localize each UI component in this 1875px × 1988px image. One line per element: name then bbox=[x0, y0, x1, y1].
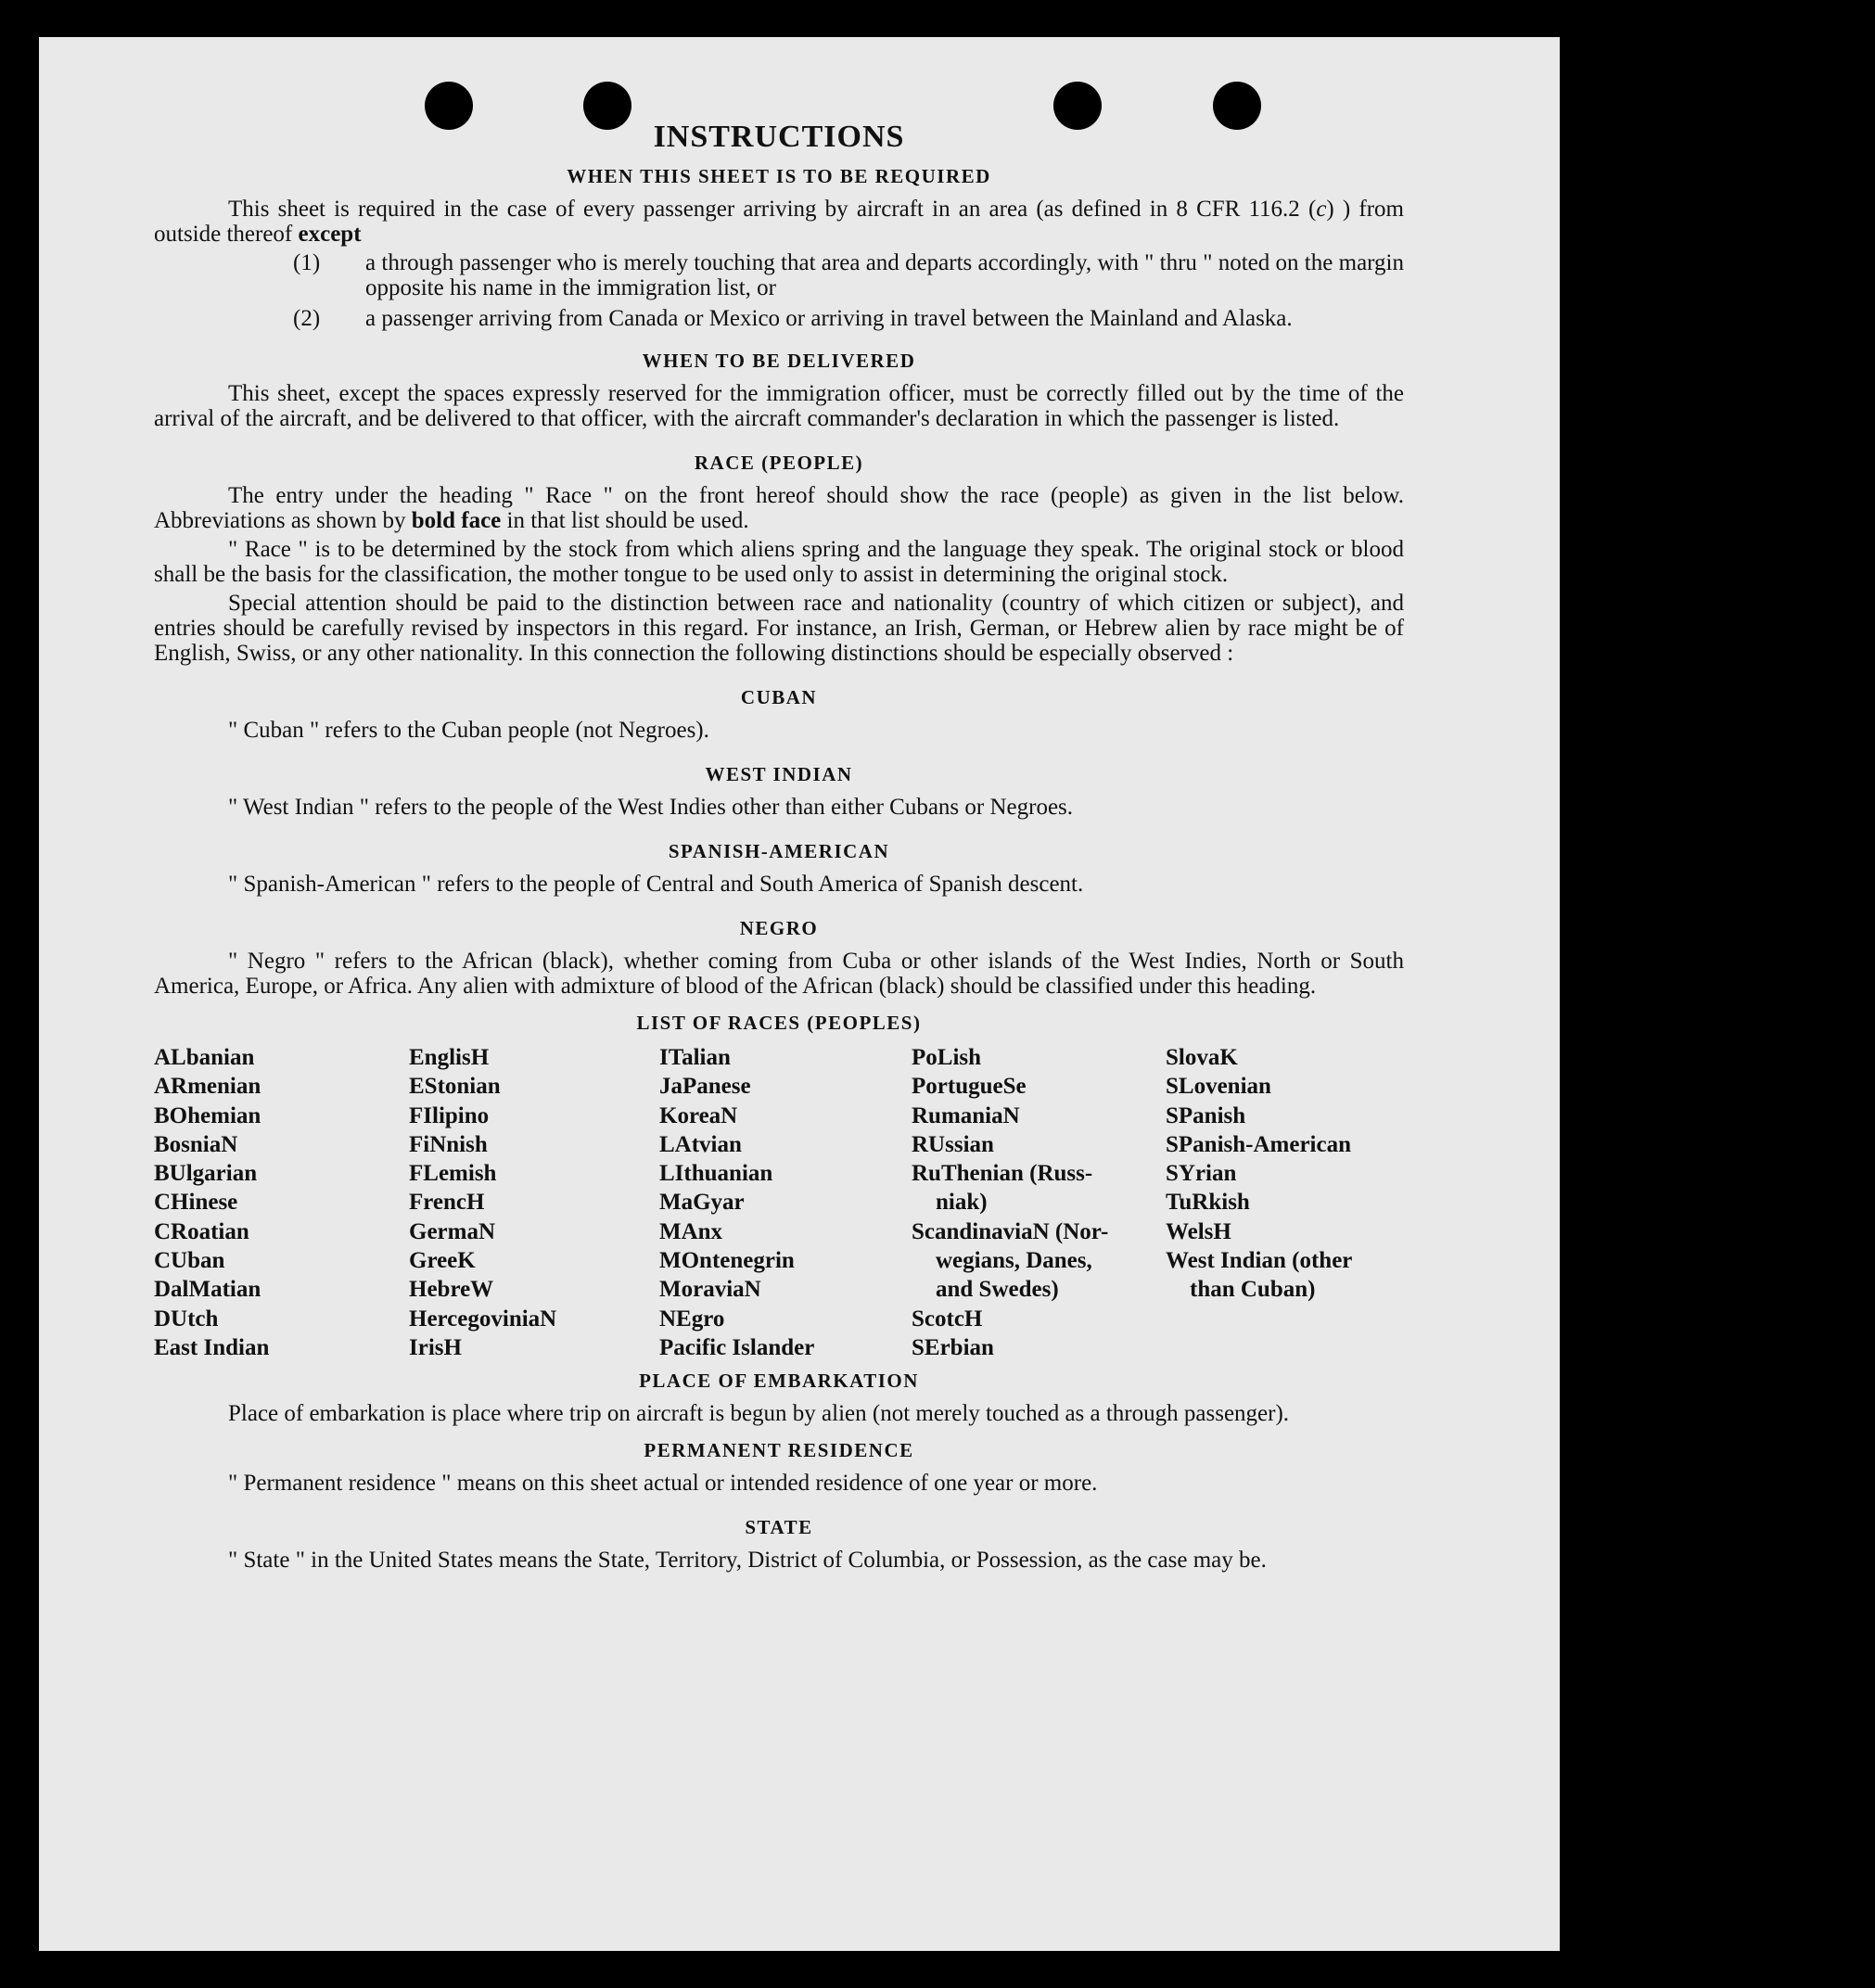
race-item: HebreW bbox=[409, 1277, 494, 1303]
race-item: RumaniaN bbox=[912, 1102, 1020, 1128]
race-paragraph-3: Special attention should be paid to the distinction between race and nationality (country of which citizen or subject), and entries should be carefully revised by inspectors in this regard. For instance, an Irish, German, or Hebrew alien by race might be of English, Swiss, or any other nationality. In this connection the following distinctions should be especially observed : bbox=[154, 591, 1404, 666]
race-item: SPanish-American bbox=[1166, 1131, 1351, 1157]
section-heading-place-of-embarkation: PLACE OF EMBARKATION bbox=[639, 1370, 919, 1393]
spanish-american-text: " Spanish-American " refers to the people of Central and South America of Spanish descent. bbox=[228, 872, 1084, 897]
race-item-continuation: and Swedes) bbox=[936, 1277, 1059, 1303]
section-heading-list-of-races: LIST OF RACES (PEOPLES) bbox=[636, 1012, 922, 1034]
race-item: SLovenian bbox=[1166, 1074, 1271, 1100]
race-item: SlovaK bbox=[1166, 1045, 1238, 1070]
race-item-continuation: niak) bbox=[936, 1190, 988, 1216]
race-item: SYrian bbox=[1166, 1161, 1237, 1187]
race-item: NEgro bbox=[659, 1306, 725, 1332]
race-item: FIlipino bbox=[409, 1102, 490, 1128]
race-item: GreeK bbox=[409, 1248, 476, 1274]
page-title: INSTRUCTIONS bbox=[653, 120, 905, 154]
race-item: CHinese bbox=[154, 1190, 238, 1216]
race-item: ScandinaviaN (Nor- bbox=[912, 1218, 1109, 1244]
race-item: CRoatian bbox=[154, 1218, 249, 1244]
race-item: MAnx bbox=[659, 1218, 723, 1244]
race-item: East Indian bbox=[154, 1334, 270, 1360]
race-item: West Indian (other bbox=[1166, 1248, 1353, 1274]
race-item-continuation: wegians, Danes, bbox=[936, 1248, 1092, 1274]
race-item: MOntenegrin bbox=[659, 1248, 795, 1274]
document-text bbox=[154, 121, 1404, 1573]
race-paragraph-2: " Race " is to be determined by the stock from which aliens spring and the language they speak. The original stock or blood shall be the basis for the classification, the mother tongue to be used only to assist in determining the original stock. bbox=[154, 537, 1404, 587]
race-item: CUban bbox=[154, 1248, 225, 1274]
race-item: MaGyar bbox=[659, 1190, 745, 1216]
race-item: RuThenian (Russ- bbox=[912, 1161, 1093, 1187]
race-item: BOhemian bbox=[154, 1102, 261, 1128]
race-item: Pacific Islander bbox=[659, 1334, 815, 1360]
section-heading-race: RACE (PEOPLE) bbox=[694, 452, 864, 474]
race-item: BosniaN bbox=[154, 1131, 238, 1157]
section-heading-state: STATE bbox=[745, 1516, 813, 1539]
section-heading-permanent-residence: PERMANENT RESIDENCE bbox=[644, 1439, 914, 1462]
race-item: PoLish bbox=[912, 1045, 982, 1070]
section-heading-when-required: WHEN THIS SHEET IS TO BE REQUIRED bbox=[567, 165, 991, 187]
race-paragraph-1: The entry under the heading " Race " on the front hereof should show the race (people) as given in the list below. Abbreviations as shown by bold face in that list should be used. bbox=[154, 483, 1404, 533]
race-item-continuation: than Cuban) bbox=[1190, 1277, 1316, 1303]
west-indian-text: " West Indian " refers to the people of the West Indies other than either Cubans or Negroes. bbox=[228, 795, 1074, 820]
race-item: LIthuanian bbox=[659, 1161, 773, 1187]
race-item: FLemish bbox=[409, 1161, 497, 1187]
race-item: IrisH bbox=[409, 1334, 462, 1360]
race-item: ARmenian bbox=[154, 1074, 261, 1100]
race-list-column bbox=[912, 1043, 1166, 1362]
section-heading-negro: NEGRO bbox=[739, 917, 819, 939]
race-item: PortugueSe bbox=[912, 1074, 1027, 1100]
race-list-column bbox=[154, 1043, 409, 1362]
permanent-residence-text: " Permanent residence " means on this sheet actual or intended residence of one year or more. bbox=[228, 1471, 1098, 1497]
race-item: MoraviaN bbox=[659, 1277, 761, 1303]
race-list-column bbox=[409, 1043, 659, 1362]
race-item: TuRkish bbox=[1166, 1190, 1250, 1216]
race-list-column bbox=[1166, 1043, 1404, 1362]
race-item: LAtvian bbox=[659, 1131, 742, 1157]
place-of-embarkation-text: Place of embarkation is place where trip on aircraft is begun by alien (not merely touched as a through passenger). bbox=[228, 1401, 1290, 1427]
cuban-text: " Cuban " refers to the Cuban people (not Negroes). bbox=[228, 718, 709, 743]
race-item: WelsH bbox=[1166, 1218, 1231, 1244]
race-item: EStonian bbox=[409, 1074, 501, 1100]
state-text: " State " in the United States means the State, Territory, District of Columbia, or Possession, as the case may be. bbox=[228, 1548, 1267, 1574]
race-item: BUlgarian bbox=[154, 1161, 258, 1187]
exception-item: (2) a passenger arriving from Canada or Mexico or arriving in travel between the Mainland and Alaska. bbox=[293, 306, 1293, 331]
negro-text: " Negro " refers to the African (black), whether coming from Cuba or other islands of the West Indies, North or South America, Europe, or Africa. Any alien with admixture of blood of the African (black) should be classified under this heading. bbox=[154, 949, 1404, 999]
race-item: GermaN bbox=[409, 1218, 496, 1244]
race-item: FrencH bbox=[409, 1190, 485, 1216]
race-item: DalMatian bbox=[154, 1277, 261, 1303]
section-heading-cuban: CUBAN bbox=[740, 686, 818, 708]
race-item: ITalian bbox=[659, 1045, 731, 1070]
section-heading-when-delivered: WHEN TO BE DELIVERED bbox=[642, 350, 916, 372]
when-delivered-text: This sheet, except the spaces expressly reserved for the immigration officer, must be correctly filled out by the time of the arrival of the aircraft, and be delivered to that officer, with the aircraft commander's declaration in which the passenger is listed. bbox=[154, 381, 1404, 431]
section-heading-west-indian: WEST INDIAN bbox=[705, 763, 853, 785]
race-item: SErbian bbox=[912, 1334, 994, 1360]
when-required-intro: This sheet is required in the case of every passenger arriving by aircraft in an area (as defined in 8 CFR 116.2 (c) ) from outside thereof except bbox=[154, 197, 1405, 247]
race-item: KoreaN bbox=[659, 1102, 738, 1128]
race-item: JaPanese bbox=[659, 1074, 751, 1100]
race-list-column bbox=[659, 1043, 912, 1362]
race-item: DUtch bbox=[154, 1306, 219, 1332]
section-heading-spanish-american: SPANISH-AMERICAN bbox=[668, 840, 890, 862]
race-item: SPanish bbox=[1166, 1102, 1246, 1128]
race-item: HercegoviniaN bbox=[409, 1306, 557, 1332]
race-item: FiNnish bbox=[409, 1131, 488, 1157]
race-list bbox=[154, 1043, 1404, 1362]
race-item: ALbanian bbox=[154, 1045, 255, 1070]
exception-item: (1) a through passenger who is merely touching that area and departs accordingly, with " thru " noted on the margin opposite his name in the immigration list, or bbox=[293, 250, 1404, 300]
race-item: RUssian bbox=[912, 1131, 994, 1157]
race-item: EnglisH bbox=[409, 1045, 490, 1070]
race-item: ScotcH bbox=[912, 1306, 983, 1332]
